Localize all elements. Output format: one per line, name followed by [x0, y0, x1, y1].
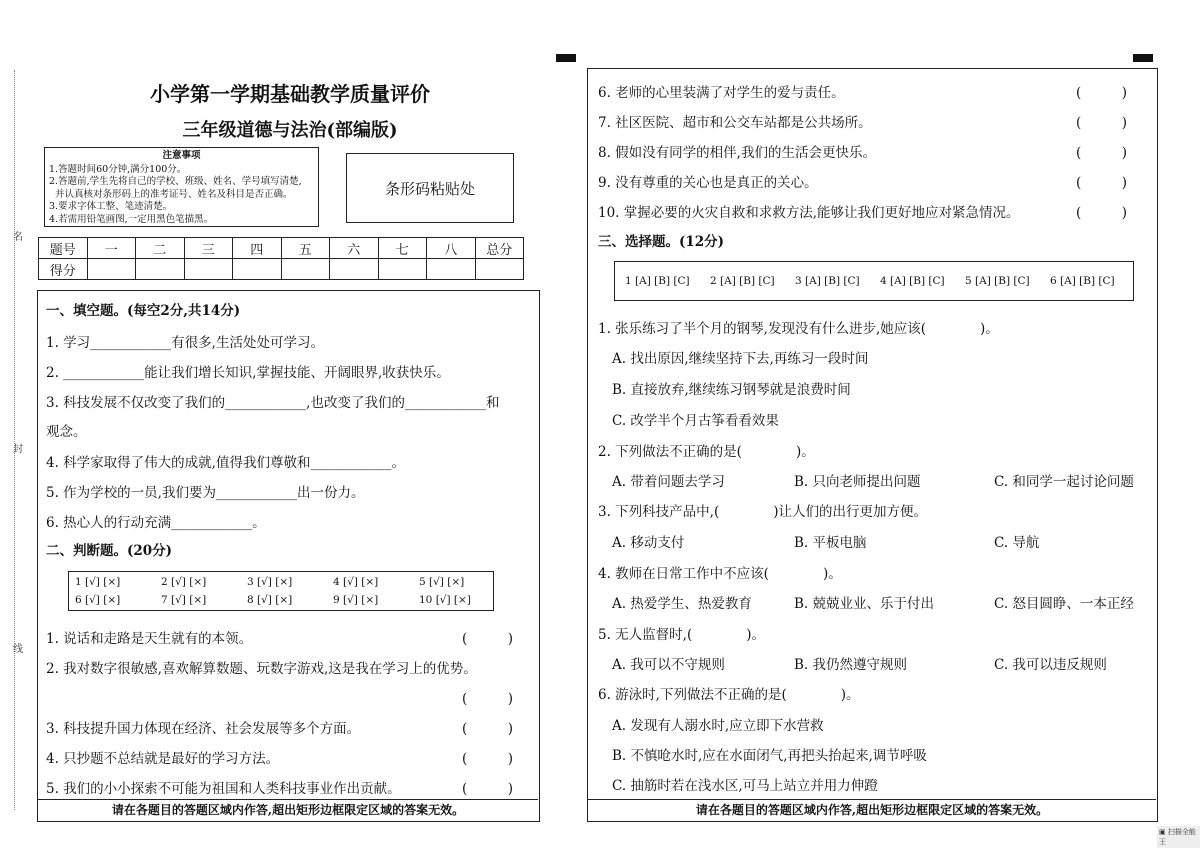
- choice-option: C. 怒目圆睁、一本正经: [994, 596, 1134, 612]
- judge-question: 2. 我对数字很敏感,喜欢解算数题、玩数字游戏,这是我在学习上的优势。: [46, 661, 477, 677]
- choice-question: 5. 无人监督时,( )。: [598, 627, 765, 643]
- judge-bubble[interactable]: 4 [√] [×]: [333, 576, 379, 588]
- choice-answer-bubbles[interactable]: [614, 261, 1134, 301]
- notice-item: 3.要求字体工整、笔迹清楚。: [49, 201, 173, 212]
- answer-frame-left: [37, 290, 540, 822]
- judge-answer-paren[interactable]: ( ): [462, 691, 514, 707]
- judge-bubble[interactable]: 7 [√] [×]: [161, 594, 207, 606]
- choice-option: B. 兢兢业业、乐于付出: [794, 596, 935, 612]
- alignment-mark: [556, 54, 576, 62]
- choice-question: 4. 教师在日常工作中不应该( )。: [598, 566, 842, 582]
- judge-question: 3. 科技提升国力体现在经济、社会发展等多个方面。: [46, 721, 361, 737]
- scanner-watermark: [1157, 826, 1200, 848]
- score-row-label: 得分: [39, 259, 88, 280]
- judge-question: 9. 没有尊重的关心也是真正的关心。: [598, 175, 818, 191]
- choice-bubble[interactable]: 6 [A] [B] [C]: [1050, 275, 1115, 287]
- notice-item: 4.若需用铅笔画图,一定用黑色笔描黑。: [49, 213, 214, 225]
- fill-question[interactable]: 4. 科学家取得了伟大的成就,值得我们尊敬和____________。: [46, 455, 405, 471]
- choice-option: B. 只向老师提出问题: [794, 474, 921, 490]
- score-row: [39, 259, 524, 280]
- choice-option: B. 直接放弃,继续练习钢琴就是浪费时间: [612, 382, 851, 398]
- fill-question[interactable]: 3. 科技发展不仅改变了我们的____________,也改变了我们的____________和: [46, 395, 500, 411]
- alignment-mark: [1133, 54, 1153, 62]
- score-cell[interactable]: [233, 259, 282, 280]
- notice-title: 注意事项: [162, 150, 201, 161]
- exam-title: 小学第一学期基础教学质量评价: [150, 82, 430, 106]
- judge-question: 4. 只抄题不总结就是最好的学习方法。: [46, 751, 280, 767]
- choice-bubble[interactable]: 1 [A] [B] [C]: [625, 275, 690, 287]
- judge-bubble[interactable]: 1 [√] [×]: [75, 576, 121, 588]
- choice-question: 3. 下列科技产品中,( )让人们的出行更加方便。: [598, 504, 927, 520]
- choice-option: C. 导航: [994, 535, 1040, 551]
- score-header-cell: 五: [281, 238, 330, 259]
- choice-option: A. 移动支付: [612, 535, 685, 551]
- notice-item: 并认真核对条形码上的准考证号、姓名及科目是否正确。: [55, 188, 293, 200]
- judge-answer-paren[interactable]: ( ): [462, 721, 514, 737]
- judge-answer-paren[interactable]: ( ): [462, 751, 514, 767]
- judge-bubble[interactable]: 2 [√] [×]: [161, 576, 207, 588]
- score-header-cell: 总分: [475, 238, 524, 259]
- score-cell[interactable]: [281, 259, 330, 280]
- fill-question[interactable]: 1. 学习____________有很多,生活处处可学习。: [46, 335, 324, 351]
- left-page: [0, 0, 590, 844]
- choice-question: 6. 游泳时,下列做法不正确的是( )。: [598, 687, 860, 703]
- judge-answer-paren[interactable]: ( ): [1076, 205, 1128, 221]
- choice-question: 2. 下列做法不正确的是( )。: [598, 444, 815, 460]
- score-table: [38, 237, 524, 280]
- judge-answer-paren[interactable]: ( ): [1076, 115, 1128, 131]
- score-cell[interactable]: [475, 259, 524, 280]
- score-cell[interactable]: [184, 259, 233, 280]
- score-header-cell: 一: [87, 238, 136, 259]
- choice-bubble[interactable]: 4 [A] [B] [C]: [880, 275, 945, 287]
- judge-bubble[interactable]: 8 [√] [×]: [247, 594, 293, 606]
- margin-mark-name: 名: [13, 232, 23, 243]
- judge-bubble[interactable]: 5 [√] [×]: [419, 576, 465, 588]
- choice-option: C. 和同学一起讨论问题: [994, 474, 1134, 490]
- choice-option: B. 我仍然遵守规则: [794, 657, 908, 673]
- score-header-cell: 二: [136, 238, 185, 259]
- judge-answer-paren[interactable]: ( ): [1076, 145, 1128, 161]
- choice-option: B. 平板电脑: [794, 535, 867, 551]
- watermark-label: 扫描全能王: [1159, 828, 1196, 846]
- judge-question: 6. 老师的心里装满了对学生的爱与责任。: [598, 85, 845, 101]
- fill-question-cont: 观念。: [46, 424, 87, 440]
- notice-item: 1.答题时间60分钟,满分100分。: [49, 163, 187, 175]
- barcode-label: 条形码粘贴处: [384, 179, 475, 198]
- judge-question: 8. 假如没有同学的相伴,我们的生活会更快乐。: [598, 145, 876, 161]
- judge-answer-bubbles[interactable]: [68, 571, 494, 611]
- choice-bubble[interactable]: 2 [A] [B] [C]: [710, 275, 775, 287]
- section2-title: 二、判断题。(20分): [46, 543, 173, 559]
- margin-mark-line: 线: [13, 644, 23, 655]
- score-cell[interactable]: [87, 259, 136, 280]
- choice-option: A. 找出原因,继续坚持下去,再练习一段时间: [612, 351, 869, 367]
- score-cell[interactable]: [330, 259, 379, 280]
- judge-question: 1. 说话和走路是天生就有的本领。: [46, 631, 253, 647]
- judge-question: 7. 社区医院、超市和公交车站都是公共场所。: [598, 115, 872, 131]
- fill-question[interactable]: 5. 作为学校的一员,我们要为____________出一份力。: [46, 485, 365, 501]
- judge-answer-paren[interactable]: ( ): [462, 781, 514, 797]
- choice-option: A. 热爱学生、热爱教育: [612, 596, 752, 612]
- margin-mark-seal: 封: [13, 444, 23, 455]
- section3-title: 三、选择题。(12分): [598, 234, 725, 250]
- choice-option: C. 抽筋时若在浅水区,可马上站立并用力伸蹬: [612, 778, 878, 794]
- score-header-row: [39, 238, 524, 259]
- score-header-cell: 题号: [39, 238, 88, 259]
- choice-question: 1. 张乐练习了半个月的钢琴,发现没有什么进步,她应该( )。: [598, 321, 999, 337]
- section1-title: 一、填空题。(每空2分,共14分): [46, 303, 241, 319]
- footer-note-left: 请在各题目的答题区域内作答,超出矩形边框限定区域的答案无效。: [38, 799, 538, 821]
- notice-box: [44, 147, 319, 227]
- answer-frame-right: [587, 68, 1158, 822]
- choice-option: B. 不慎呛水时,应在水面闭气,再把头抬起来,调节呼吸: [612, 748, 927, 764]
- judge-answer-paren[interactable]: ( ): [462, 631, 514, 647]
- score-header-cell: 四: [233, 238, 282, 259]
- fill-question[interactable]: 2. ____________能让我们增长知识,掌握技能、开阔眼界,收获快乐。: [46, 365, 450, 381]
- score-cell[interactable]: [378, 259, 427, 280]
- judge-question: 10. 掌握必要的火灾自救和求救方法,能够让我们更好地应对紧急情况。: [598, 205, 1020, 221]
- score-header-cell: 七: [378, 238, 427, 259]
- notice-item: 2.答题前,学生先将自己的学校、班级、姓名、学号填写清楚,: [49, 176, 302, 187]
- watermark-icon: ▣: [1159, 828, 1166, 836]
- score-cell[interactable]: [136, 259, 185, 280]
- judge-bubble[interactable]: 10 [√] [×]: [419, 594, 471, 606]
- choice-option: C. 我可以违反规则: [994, 657, 1107, 673]
- judge-bubble[interactable]: 9 [√] [×]: [333, 594, 379, 606]
- judge-answer-paren[interactable]: ( ): [1076, 175, 1128, 191]
- choice-option: A. 我可以不守规则: [612, 657, 725, 673]
- score-header-cell: 三: [184, 238, 233, 259]
- exam-subtitle: 三年级道德与法治(部编版): [182, 120, 398, 141]
- score-header-cell: 六: [330, 238, 379, 259]
- judge-bubble[interactable]: 6 [√] [×]: [75, 594, 121, 606]
- choice-bubble[interactable]: 5 [A] [B] [C]: [965, 275, 1030, 287]
- barcode-area: [346, 153, 514, 223]
- choice-option: C. 改学半个月古筝看看效果: [612, 413, 779, 429]
- score-cell[interactable]: [427, 259, 476, 280]
- judge-bubble[interactable]: 3 [√] [×]: [247, 576, 293, 588]
- score-header-cell: 八: [427, 238, 476, 259]
- footer-note-right: 请在各题目的答题区域内作答,超出矩形边框限定区域的答案无效。: [588, 799, 1156, 821]
- choice-option: A. 发现有人溺水时,应立即下水营救: [612, 718, 824, 734]
- choice-bubble[interactable]: 3 [A] [B] [C]: [795, 275, 860, 287]
- judge-question: 5. 我们的小小探索不可能为祖国和人类科技事业作出贡献。: [46, 781, 401, 797]
- judge-answer-paren[interactable]: ( ): [1076, 85, 1128, 101]
- fill-question[interactable]: 6. 热心人的行动充满____________。: [46, 515, 266, 531]
- choice-option: A. 带着问题去学习: [612, 474, 725, 490]
